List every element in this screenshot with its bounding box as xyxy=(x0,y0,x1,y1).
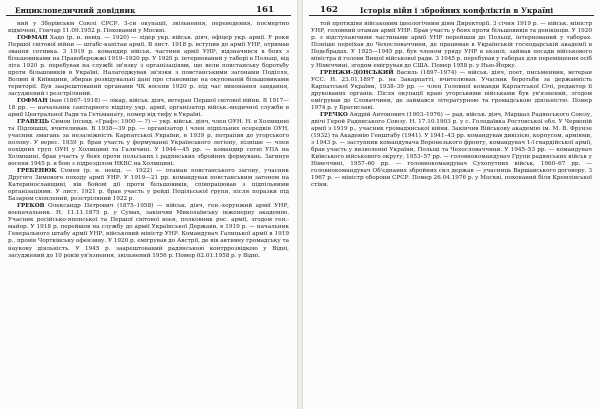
right-page-header xyxy=(309,6,594,17)
entry-text: Андрій Антонович (1903–1976) — рад. військ. діяч, Маршал Радянського Союзу, двічі Герой Радянського Союзу. Н. 17.10.1903 р. у с. Голодаївка Ростовської обл. У Червоній армії з 1919 р., учасник громадянської війни. Закінчив Військову академію ім. М. В. Фрунзе (1932) та Академію Генштабу (1941). У 1941–43 рр. командував дивізією, корпусом, арміями, з 1943 р. — заступник командувача Воронезького фронту, командувач 1-ї гвардійської армії, брав участь у визволенні України, Польщі та Чехословаччини. У 1945–53 рр. — командувач Київського військового округу, 1953–57 рр. — головнокомандувач Групи радянських військ у Німеччині, 1957–60 рр. — головнокомандувач Сухопутних військ, 1960–67 рр. — головнокомандувач Об'єднаних збройних сил держав — учасниць Варшавського договору. З 1967 р. — міністр оборони СРСР. Помер 26.04.1976 р. у Москві, похований біля Кремлівської стіни. xyxy=(311,112,593,189)
header-rule xyxy=(6,15,291,16)
entry-paragraph xyxy=(8,203,289,259)
left-running-head: Енциклопедичний довідник xyxy=(12,6,138,15)
left-page-number: 161 xyxy=(253,5,277,15)
right-page-number: 162 xyxy=(317,5,341,15)
right-page-body xyxy=(311,21,592,405)
right-page xyxy=(303,0,600,409)
entry-paragraph xyxy=(311,21,592,70)
left-page xyxy=(0,0,297,409)
entry-text: Симон (псевд. «Граф»; 1900 — ?) — укр. військ. діяч, член ОУН. Н. в Холмщині та Підляшші, вчителював. В 1938—39 рр. — організатор і член підпільних осередків ОУН, учасник змагань за незалежність Карпатської України, в 1939 р. потрапив до угорського полону. У верес. 1939 р. брав участь у формуванні Українського легіону, пізніше — член похідних груп ОУН у Холмщині та Галичині. У 1944—45 рр. — командир сотні УПА на Холмщині, брав участь у боях проти польських і радянських збройних формувань. Загинув восени 1945 р. в бою з підрозділом НКВС на Холмщині. xyxy=(8,119,289,168)
entry-text: Семен (р. н. невід. — 1922) — отаман повстанського загону, учасник Другого Зимового походу армії УНР. У 1919—21 рр. командував повстанським загоном на Катеринославщині, вів бойові дії проти більшовиків, співпрацював з підпільними організаціями. У лист. 1921 р. брав участь у рейді Подільської групи, після поразки під Базаром схоплений, розстріляний 1922 р. xyxy=(8,168,289,203)
entry-headword: ГРЕКОВ xyxy=(17,203,45,210)
entry-text: Василь (1897–1974) — військ. діяч, поет, письменник, ветеран УСС. Н. 23.01.1897 р. на Закарпатті, вчителював. Учасник боротьби за державність Карпатської України, 1938–39 рр. — член Головної команди Карпатської Січі, редактор її друкованих органів. Після окупації краю угорськими військами був ув'язнений, згодом емігрував до Словаччини, де займався літературною та громадською діяльністю. Помер 1974 р. у Братиславі. xyxy=(311,70,593,112)
entry-headword: ГРЕБЕНЮК xyxy=(17,168,57,175)
entry-text: ний у Зборівськм Союзі СРСР. З-си окупації, звільнення, переведення, посмертно відмічені, Гончар 11.09.1952 р. Похований у Москві. xyxy=(8,21,289,35)
left-page-header xyxy=(6,6,291,17)
entry-headword: ГОФМАН xyxy=(17,35,48,42)
entry-paragraph xyxy=(8,21,289,35)
entry-headword: ГОФМАН xyxy=(17,98,48,105)
entry-headword: ГРЕЧКО xyxy=(320,112,348,119)
entry-text: Олександр Петрович (1875–1958) — військ. діяч, ген.-хорунжий армії УНР, воєначальник. Н. 11.11.1875 р. у Сумах, закінчив Миколаївську інженерну академію. Учасник російсько-японської та Першої світової воєн, полковник рос. армії, згодом ген.-майор. У 1918 р. перейшов на службу до армії Української Держави, в 1919 р. — начальник Генерального штабу армії УНР, військовий міністр УНР. Командувач Галицької армії в 1919 р., провів Чортківську офензиву. У 1920 р. емігрував до Австрії, де вів активну громадську та наукову діяльність. У 1945 р. заарештований радянською контррозвідкою у Відні, засуджений до 10 років ув'язнення, звільнений 1956 р. Помер 02.01.1958 р. у Відні. xyxy=(8,203,289,259)
left-page-body xyxy=(8,21,289,405)
right-running-head: Історія війн і збройних конфліктів в Україні xyxy=(357,6,556,15)
entry-headword: ГРЕНЖИ-ДОНСЬКИЙ xyxy=(320,70,394,77)
entry-text: Іван (1867–1918) — лікар, військ. діяч, ветеран Першої світової війни. В 1917—18 рр. — начальник санітарного відділу укр. армії, організатор військ.-медичної служби в армії Центральної Ради та Гетьманату, помер від тифу в Україні. xyxy=(8,98,289,119)
entry-paragraph xyxy=(8,98,289,119)
entry-paragraph xyxy=(8,119,289,168)
entry-text: Хадо (р. н. невід. — 1920) — лідер укр. військ. діяч, офіцер укр. армії. У роки Першої світової війни — штабс-капітан армії. В лист. 1918 р. вступив до армії УНР, отримав звання сотника. З 1919 р. командир військ. частини армії УНР, відзначився в боях з більшовиками на Правобережжі 1919–1920 рр. У 1920 р. інтернований у таборі в Польщі, від літа 1920 р. перебував на службі зв'язку з організаціями, що вели повстанську боротьбу проти більшовиків в Україні. Налагоджував зв'язки з повстанськими загонами Поділля, Волині й Київщини, збирав розвідувальні дані про становище на окупованій більшовиками території. Був заарештований органами ЧК восени 1920 р. під час виконання завдання, засуджений і розстріляний. xyxy=(8,35,289,98)
header-rule xyxy=(309,15,594,16)
entry-paragraph xyxy=(311,112,592,189)
entry-paragraph xyxy=(311,70,592,112)
entry-text: той протидіяв військовим ідеологічним діям Директорії. 3 січня 1919 р. — військ. міністр УНР, головний отаман армії УНР. Брав участь у боях проти більшовиків та денікінців. У 1920 р. з відступаючими частинами армії УНР перейшов до Польщі, інтернований у таборах. Пізніше переїхав до Чехословаччини, де працював в Українській господарській академії в Подєбрадах. У 1925—1945 рр. був членом уряду УНР в екзилі, займав посади військового міністра й голови Вищої військової ради. З 1945 р. перебував у таборах для переміщених осіб у Німеччині, згодом емігрував до США. Помер 1958 р. у Нью-Йорку. xyxy=(311,21,592,70)
entry-paragraph xyxy=(8,35,289,98)
entry-headword: ГРАВЕЦЬ xyxy=(17,119,50,126)
entry-paragraph xyxy=(8,168,289,203)
